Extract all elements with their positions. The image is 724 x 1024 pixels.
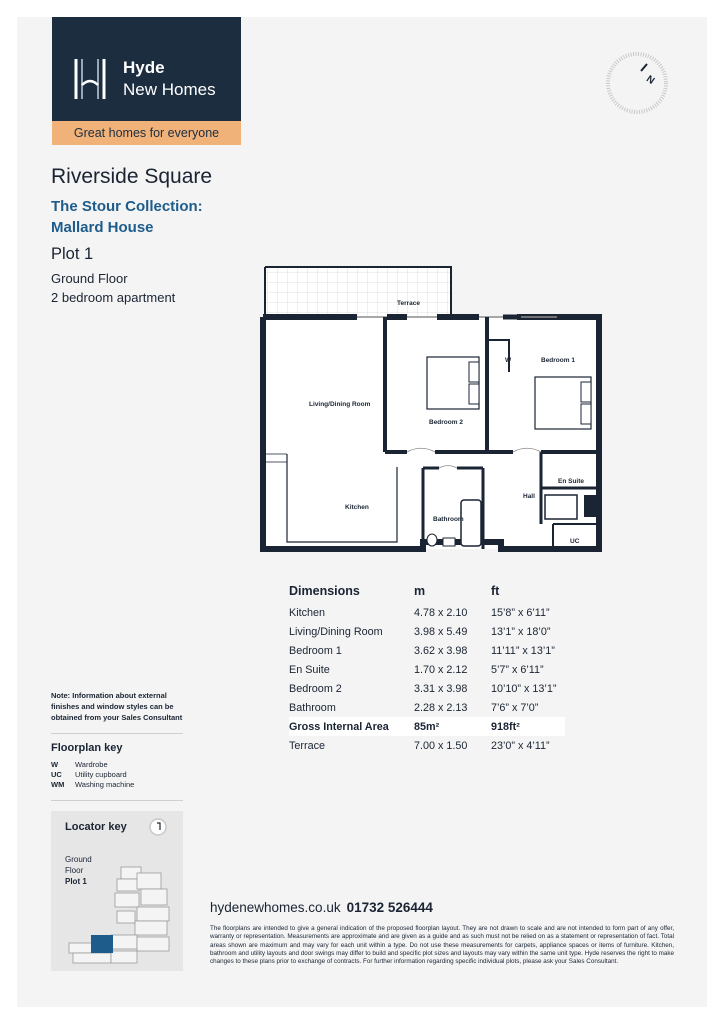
collection-line1: The Stour Collection: xyxy=(51,198,203,215)
locator-labels xyxy=(65,854,92,887)
row-metres: 3.31 x 3.98 xyxy=(414,682,468,695)
table-row xyxy=(289,698,565,717)
table-row xyxy=(289,679,565,698)
row-room: Bedroom 1 xyxy=(289,644,342,657)
row-room: Bedroom 2 xyxy=(289,682,342,695)
room-uc: UC xyxy=(570,538,580,545)
legal-disclaimer: The floorplans are intended to give a general indication of the proposed floorplan layout. They are not drawn to scale and are not intended to form part of any offer, warranty or representation. Measurements are approximate and are given as a guide and as such must not be relied on as a statement or representation of fact. Total areas shown are maximum and may vary for each unit within a type. Do not use these measurements for carpets, appliance spaces or items of furniture. Kitchen, bathroom and utility layouts and door swings may differ to build and specific plot sizes and layouts may vary within the same unit type. Hyde reserves the right to make changes to these plans prior to exchange of contracts. For further information regarding specific individual plots, please ask your Sales Consultant. xyxy=(210,925,674,966)
locator-floor-line2: Floor xyxy=(65,866,84,875)
room-hall: Hall xyxy=(523,493,535,500)
svg-text:N: N xyxy=(643,73,657,87)
key-label: Wardrobe xyxy=(75,760,108,769)
bed-bedroom1-icon xyxy=(535,377,591,429)
row-feet: 13’1” x 18’0” xyxy=(491,625,551,638)
room-bedroom2: Bedroom 2 xyxy=(429,419,463,426)
list-item xyxy=(51,780,134,790)
key-code: UC xyxy=(51,770,62,779)
header-metres: m xyxy=(414,584,426,598)
table-row xyxy=(289,603,565,622)
table-row xyxy=(289,641,565,660)
row-feet: 7’6” x 7’0” xyxy=(491,701,539,714)
room-living: Living/Dining Room xyxy=(309,401,371,408)
row-metres: 3.62 x 3.98 xyxy=(414,644,468,657)
locator-plot: Plot 1 xyxy=(65,877,87,886)
table-row xyxy=(289,736,565,755)
divider xyxy=(51,800,183,801)
header-feet: ft xyxy=(491,584,500,598)
row-feet: 5’7” x 6’11” xyxy=(491,663,544,676)
key-code: WM xyxy=(51,780,65,789)
brand-name-line1: Hyde xyxy=(123,58,165,77)
room-bedroom1: Bedroom 1 xyxy=(541,357,575,364)
external-finishes-note: Note: Information about external finishes and window styles can be obtained from your Sales Consultant xyxy=(51,691,183,722)
key-code: W xyxy=(51,760,59,769)
floor-level: Ground Floor xyxy=(51,271,128,286)
row-feet: 10’10” x 13’1” xyxy=(491,682,557,695)
row-metres: 7.00 x 1.50 xyxy=(414,739,468,752)
row-room: Living/Dining Room xyxy=(289,625,383,638)
locator-key-title: Locator key xyxy=(65,821,127,833)
brand-tagline: Great homes for everyone xyxy=(52,121,241,145)
divider xyxy=(51,733,183,734)
room-terrace: Terrace xyxy=(397,300,421,307)
contact-line xyxy=(210,900,433,915)
row-metres: 1.70 x 2.12 xyxy=(414,663,468,676)
locator-key-panel xyxy=(51,811,183,971)
floorplan-drawing xyxy=(257,262,607,557)
plot-highlight xyxy=(91,935,113,953)
key-label: Washing machine xyxy=(75,780,135,789)
floor-info xyxy=(51,269,175,307)
list-item xyxy=(51,770,134,780)
row-feet: 15’8” x 6’11” xyxy=(491,606,550,619)
brand-name xyxy=(123,57,216,101)
row-metres: 85m² xyxy=(414,720,440,733)
development-title: Riverside Square xyxy=(51,165,213,188)
floorplan-key-list xyxy=(51,760,134,790)
gross-internal-area-row xyxy=(289,717,565,736)
room-ensuite: En Suite xyxy=(558,478,585,485)
room-bathroom: Bathroom xyxy=(433,516,464,523)
row-room: Terrace xyxy=(289,739,326,752)
room-wardrobe: W xyxy=(505,357,512,364)
row-metres: 2.28 x 2.13 xyxy=(414,701,468,714)
brochure-page xyxy=(17,17,707,1007)
table-row xyxy=(289,660,565,679)
terrace-area xyxy=(265,267,451,317)
row-room: Gross Internal Area xyxy=(289,720,389,733)
row-metres: 3.98 x 5.49 xyxy=(414,625,468,638)
dimensions-header xyxy=(289,579,565,603)
row-room: Kitchen xyxy=(289,606,326,619)
row-feet: 11’11” x 13’1” xyxy=(491,644,555,657)
header-dimensions: Dimensions xyxy=(289,584,360,598)
row-feet: 23’0” x 4’11” xyxy=(491,739,550,752)
apartment-type: 2 bedroom apartment xyxy=(51,290,176,305)
phone-number[interactable]: 01732 526444 xyxy=(346,900,433,915)
table-row xyxy=(289,622,565,641)
plot-number: Plot 1 xyxy=(51,245,94,263)
north-compass-icon xyxy=(605,51,669,115)
key-label: Utility cupboard xyxy=(75,770,127,779)
bed-bedroom2-icon xyxy=(427,357,479,409)
row-feet: 918ft² xyxy=(491,720,520,733)
collection-name xyxy=(51,196,203,238)
list-item xyxy=(51,760,134,770)
room-kitchen: Kitchen xyxy=(345,504,369,511)
dimensions-table xyxy=(289,579,565,755)
row-room: En Suite xyxy=(289,663,330,676)
row-room: Bathroom xyxy=(289,701,336,714)
locator-floor-line1: Ground xyxy=(65,855,92,864)
brand-name-line2: New Homes xyxy=(123,80,216,99)
collection-line2: Mallard House xyxy=(51,219,154,236)
floorplan-key-title: Floorplan key xyxy=(51,742,123,754)
hyde-logo-icon xyxy=(70,55,110,103)
row-metres: 4.78 x 2.10 xyxy=(414,606,468,619)
site-map-icon xyxy=(51,811,183,971)
website-link[interactable]: hydenewhomes.co.uk xyxy=(210,900,341,915)
